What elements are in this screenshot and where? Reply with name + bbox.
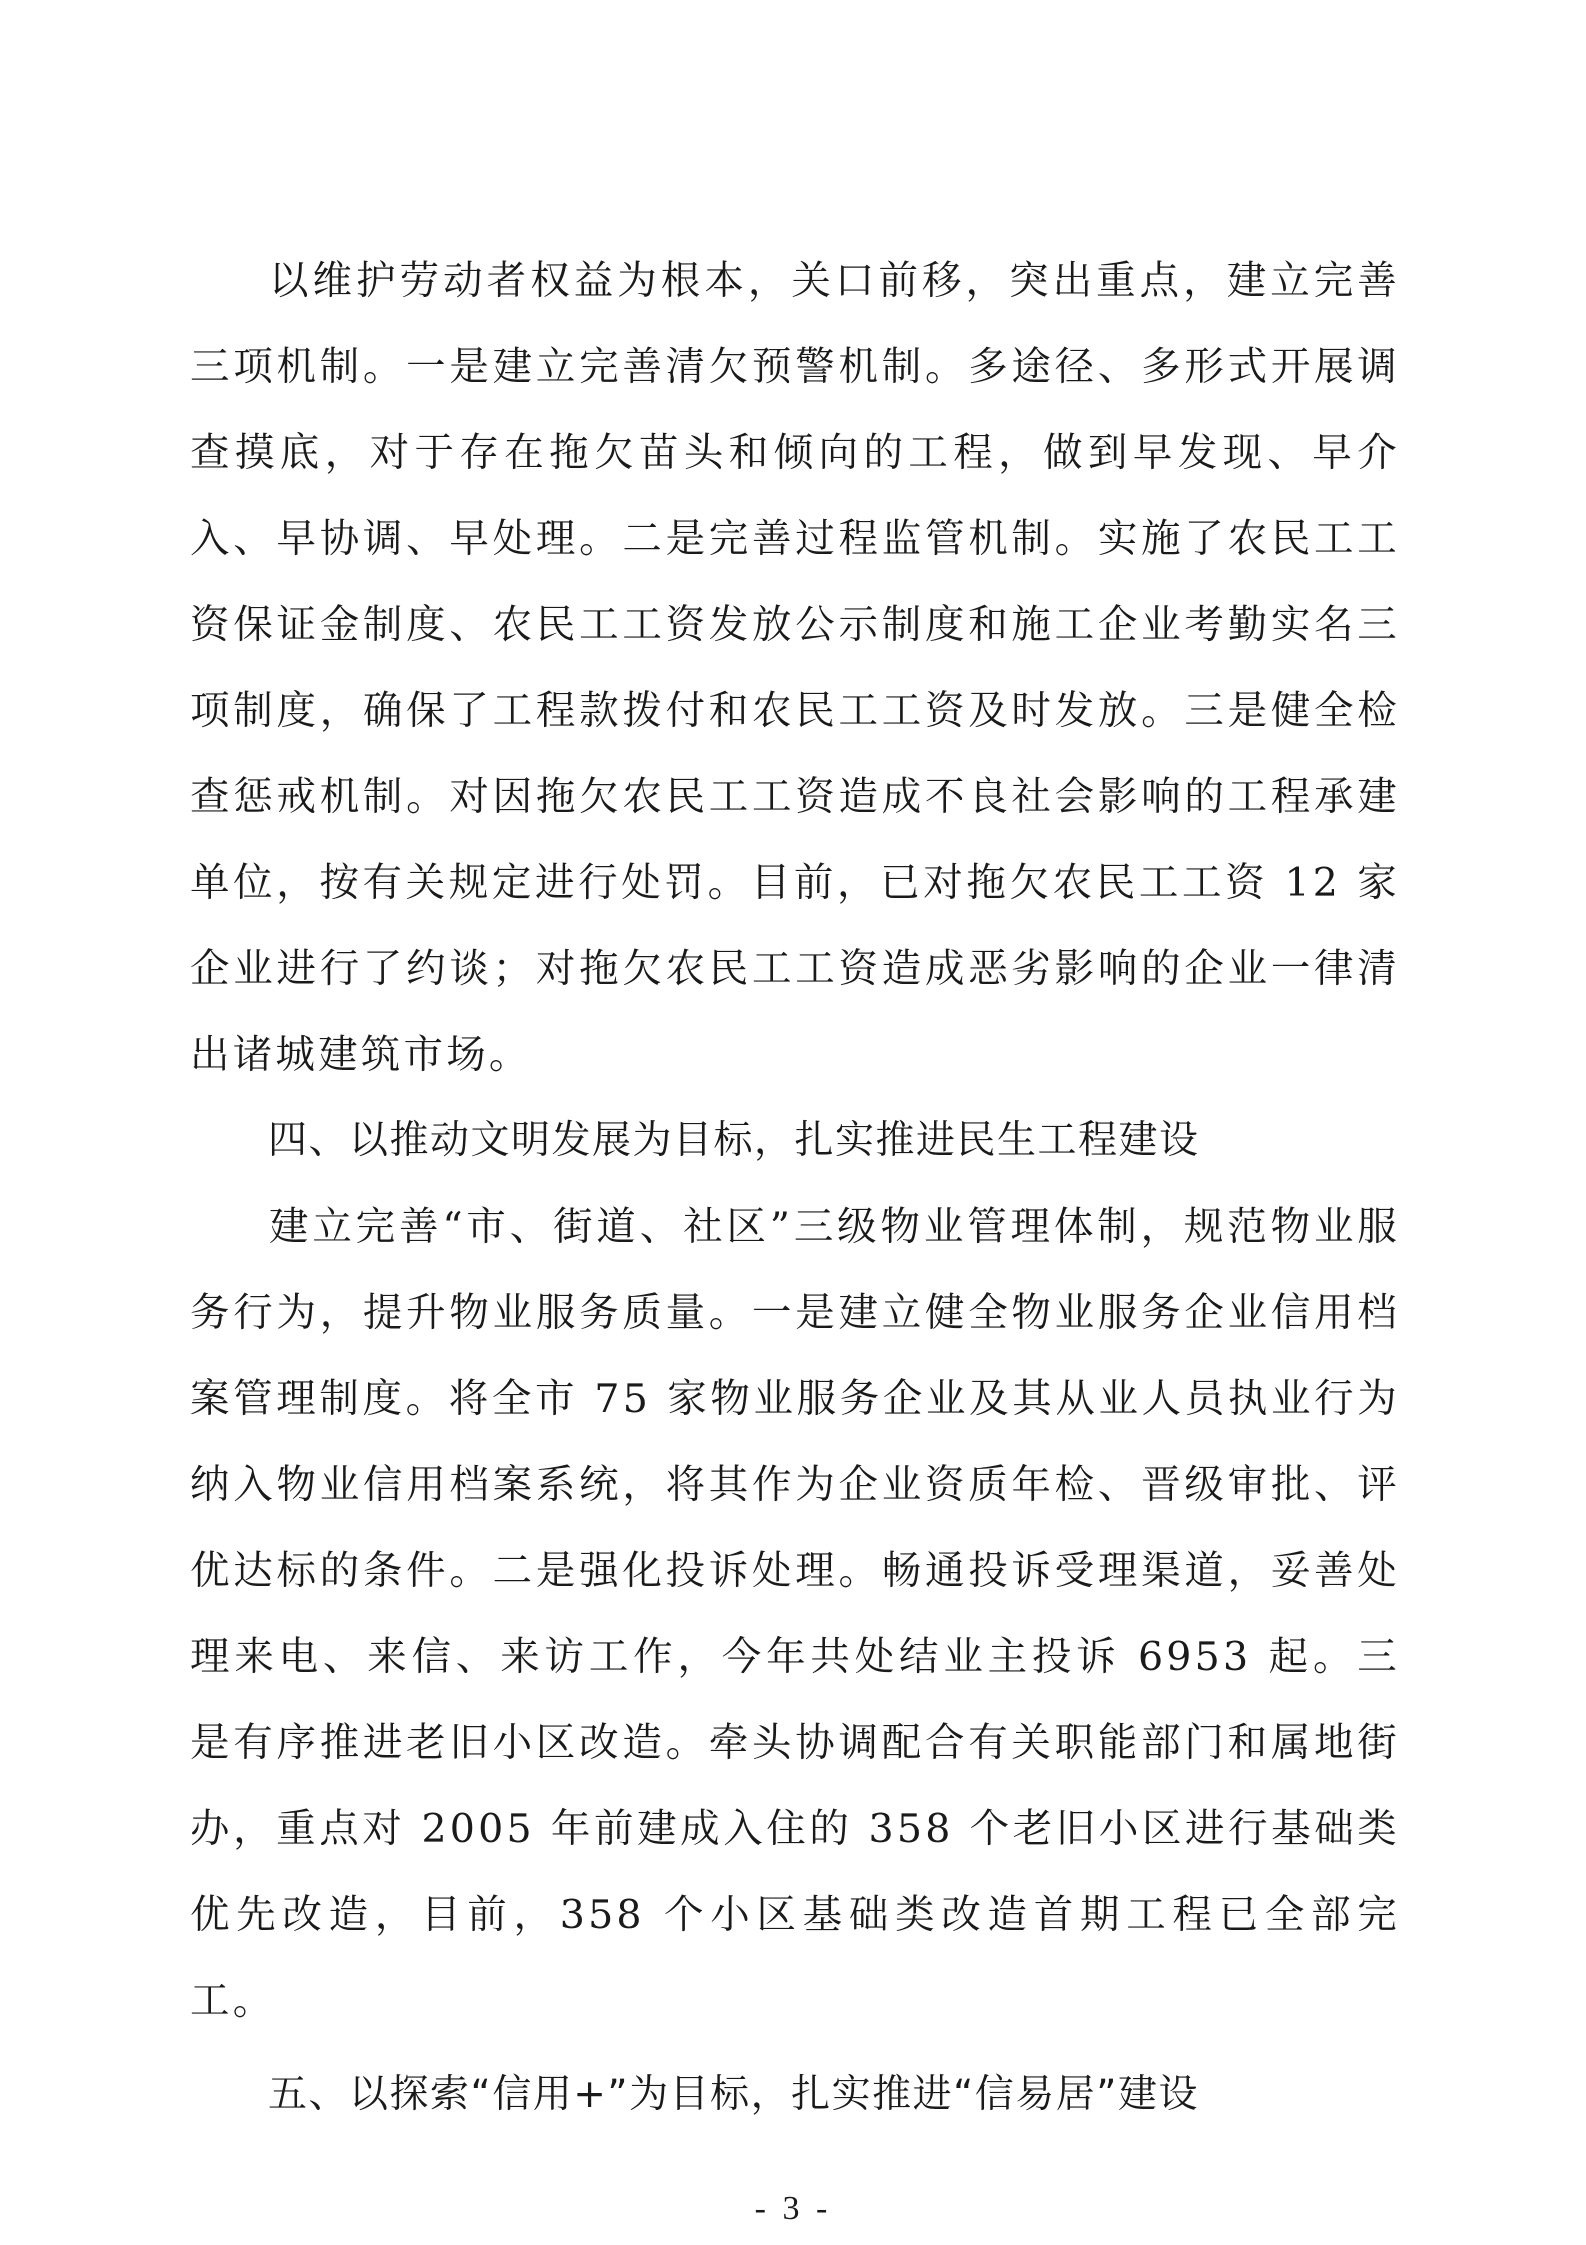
section-heading-4: 四、以推动文明发展为目标，扎实推进民生工程建设 <box>268 1118 1200 1163</box>
body-paragraph: 建立完善“市、街道、社区”三级物业管理体制，规范物业服务行为，提升物业服务质量。一是建立健全物业服务企业信用档案管理制度。将全市 75 家物业服务企业及其从业人员执业行为纳入物业信用档案系统，将其作为企业资质年检、晋级审批、评优达标的条件。二是强化投诉处理。畅通投诉受理渠道，妥善处理来电、来信、来访工作，今年共处结业主投诉 6953 起。三是有序推进老旧小区改造。牵头协调配合有关职能部门和属地街办，重点对 2005 年前建成入住的 358 个老旧小区进行基础类优先改造，目前，358 个小区基础类改造首期工程已全部完工。 <box>190 1204 1400 2024</box>
page-number: - 3 - <box>754 2190 832 2227</box>
section-heading-5: 五、以探索“信用+”为目标，扎实推进“信易居”建设 <box>268 2072 1199 2117</box>
document-body <box>190 238 1400 2138</box>
body-paragraph: 以维护劳动者权益为根本，关口前移，突出重点，建立完善三项机制。一是建立完善清欠预警机制。多途径、多形式开展调查摸底，对于存在拖欠苗头和倾向的工程，做到早发现、早介入、早协调、早处理。二是完善过程监管机制。实施了农民工工资保证金制度、农民工工资发放公示制度和施工企业考勤实名三项制度，确保了工程款拨付和农民工工资及时发放。三是健全检查惩戒机制。对因拖欠农民工工资造成不良社会影响的工程承建单位，按有关规定进行处罚。目前，已对拖欠农民工工资 12 家企业进行了约谈；对拖欠农民工工资造成恶劣影响的企业一律清出诸城建筑市场。 <box>190 258 1400 1078</box>
